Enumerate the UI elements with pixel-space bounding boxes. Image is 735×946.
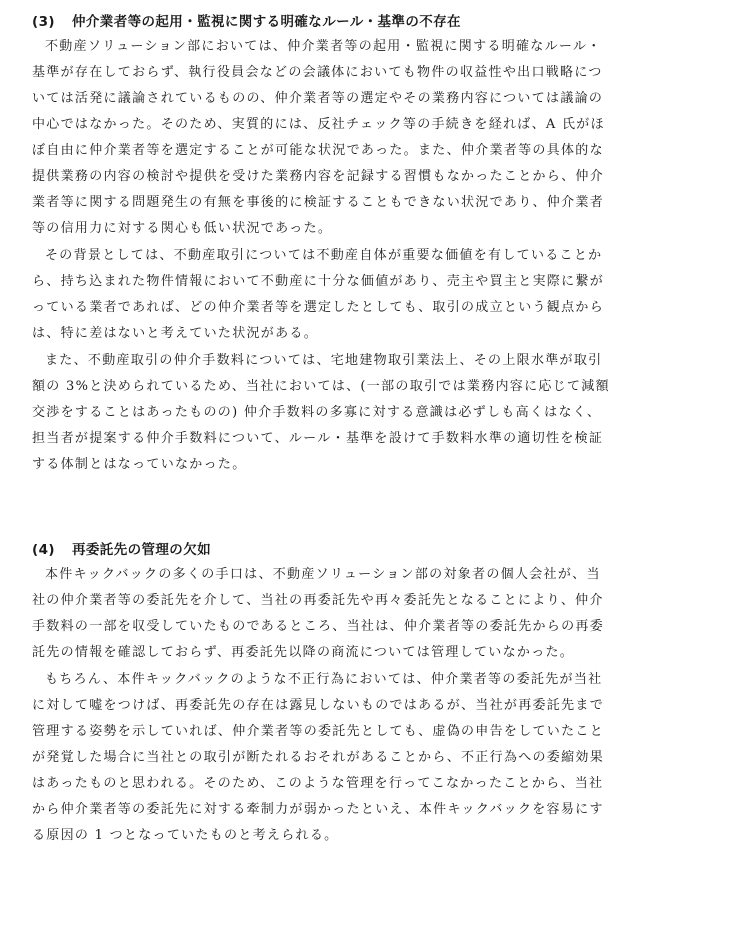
text-line: 基準が存在しておらず、執行役員会などの会議体においても物件の収益性や出口戦略につ (32, 65, 603, 80)
text-line: が発覚した場合に当社との取引が断たれるおそれがあることから、不正行為への委縮効果 (32, 750, 605, 765)
section-4-title: 再委託先の管理の欠如 (72, 542, 211, 558)
text-line: 託先の情報を確認しておらず、再委託先以降の商流については管理していなかった。 (32, 645, 575, 660)
section-3-heading (32, 10, 461, 30)
text-line: また、不動産取引の仲介手数料については、宅地建物取引業法上、その上限水準が取引 (45, 353, 603, 368)
text-line: 不動産ソリューション部においては、仲介業者等の起用・監視に関する明確なルール・ (45, 39, 602, 54)
section-3-title: 仲介業者等の起用・監視に関する明確なルール・基準の不存在 (72, 14, 461, 30)
text-line: 手数料の一部を収受していたものであるところ、当社は、仲介業者等の委託先からの再委 (32, 619, 605, 634)
text-line: その背景としては、不動産取引については不動産自体が重要な価値を有していることか (45, 248, 603, 263)
text-line: いては活発に議論されているものの、仲介業者等の選定やその業務内容については議論の (32, 91, 604, 106)
section-4-heading (32, 538, 211, 558)
text-line: 担当者が提案する仲介手数料について、ルール・基準を設けて手数料水準の適切性を検証 (32, 431, 604, 446)
text-line: 管理する姿勢を示していれば、仲介業者等の委託先としても、虚偽の申告をしていたこと (32, 724, 605, 739)
text-line: はあったものと思われる。そのため、このような管理を行ってこなかったことから、当社 (32, 776, 604, 791)
text-line: っている業者であれば、どの仲介業者等を選定したとしても、取引の成立という観点から (32, 300, 605, 315)
text-line: 等の信用力に対する関心も低い状況であった。 (32, 221, 333, 236)
text-line: 交渉をすることはあったものの) 仲介手数料の多寡に対する意識は必ずしも高くはなく、 (32, 405, 602, 420)
text-line: る原因の 1 つとなっていたものと考えられる。 (32, 828, 339, 843)
text-line: から仲介業者等の委託先に対する牽制力が弱かったといえ、本件キックバックを容易にす (32, 802, 604, 817)
text-line: ぼ自由に仲介業者等を選定することが可能な状況であった。また、仲介業者等の具体的な (32, 143, 604, 158)
section-4-number: (4) (32, 542, 55, 558)
section-3-number: (3) (32, 14, 55, 30)
text-line: 本件キックバックの多くの手口は、不動産ソリューション部の対象者の個人会社が、当 (45, 567, 601, 582)
text-line: 提供業務の内容の検討や提供を受けた業務内容を記録する習慣もなかったことから、仲介 (32, 169, 605, 184)
text-line: する体制とはなっていなかった。 (32, 457, 247, 472)
text-line: に対して嘘をつけば、再委託先の存在は露見しないものではあるが、当社が再委託先まで (32, 698, 605, 713)
text-line: 額の 3%と決められているため、当社においては、(一部の取引では業務内容に応じて減額 (32, 379, 610, 394)
text-line: 社の仲介業者等の委託先を介して、当社の再委託先や再々委託先となることにより、仲介 (32, 593, 604, 608)
text-line: 中心ではなかった。そのため、実質的には、反社チェック等の手続きを経れば、A 氏がほ (32, 117, 605, 132)
text-line: ら、持ち込まれた物件情報において不動産に十分な価値があり、売主や買主と実際に繋が (32, 274, 605, 289)
text-line: もちろん、本件キックバックのような不正行為においては、仲介業者等の委託先が当社 (45, 672, 603, 687)
text-line: 業者等に関する問題発生の有無を事後的に検証することもできない状況であり、仲介業者 (32, 195, 605, 210)
text-line: は、特に差はないと考えていた状況がある。 (32, 326, 319, 341)
